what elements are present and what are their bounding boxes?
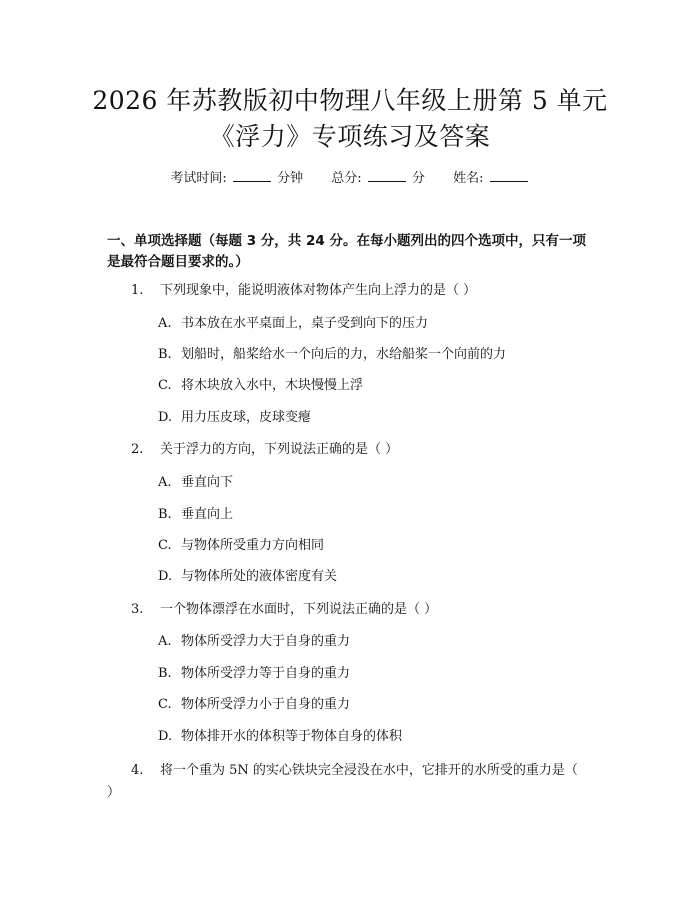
question-number: 2. — [131, 442, 144, 457]
question-text: 一个物体漂浮在水面时，下列说法正确的是（ ） — [160, 602, 438, 617]
option-letter: C. — [158, 378, 172, 393]
option-text: 物体所受浮力等于自身的重力 — [181, 666, 351, 681]
exam-time-label: 考试时间: — [170, 171, 227, 186]
question-number: 3. — [131, 602, 144, 617]
question-3-option-c — [158, 695, 350, 715]
total-score-unit: 分 — [411, 171, 425, 186]
question-1-option-c — [158, 376, 363, 396]
option-letter: C. — [158, 538, 172, 553]
student-name-blank — [490, 168, 528, 182]
option-letter: A. — [158, 475, 172, 490]
question-text: 下列现象中，能说明液体对物体产生向上浮力的是（ ） — [160, 283, 477, 298]
option-text: 与物体所受重力方向相同 — [181, 538, 325, 553]
question-number: 1. — [131, 283, 144, 298]
option-text: 将木块放入水中，木块慢慢上浮 — [181, 378, 364, 393]
option-letter: D. — [158, 569, 173, 584]
option-text: 划船时，船桨给水一个向后的力，水给船桨一个向前的力 — [181, 347, 507, 362]
option-text: 用力压皮球，皮球变瘪 — [181, 410, 312, 425]
option-text: 垂直向上 — [181, 507, 234, 522]
option-text: 书本放在水平桌面上，桌子受到向下的压力 — [181, 316, 429, 331]
option-text: 物体所受浮力小于自身的重力 — [181, 697, 351, 712]
option-letter: B. — [158, 347, 172, 362]
question-1 — [131, 281, 476, 301]
option-letter: C. — [158, 697, 172, 712]
question-2-option-a — [158, 473, 233, 493]
option-text: 物体所受浮力大于自身的重力 — [181, 634, 351, 649]
exam-meta-line — [0, 168, 700, 189]
total-score-blank — [368, 168, 406, 182]
question-3-option-d — [158, 727, 402, 747]
question-3 — [131, 600, 437, 620]
question-number: 4. — [131, 763, 144, 778]
option-text: 物体排开水的体积等于物体自身的体积 — [181, 729, 403, 744]
student-name-label: 姓名: — [453, 171, 484, 186]
document-title-line2: 《浮力》专项练习及答案 — [209, 122, 491, 151]
question-2-option-c — [158, 536, 324, 556]
question-3-option-a — [158, 632, 350, 652]
question-3-option-b — [158, 664, 350, 684]
option-text: 与物体所处的液体密度有关 — [181, 569, 338, 584]
option-letter: D. — [158, 410, 173, 425]
option-letter: D. — [158, 729, 173, 744]
option-letter: A. — [158, 316, 172, 331]
exam-time-blank — [233, 168, 271, 182]
question-2-option-d — [158, 567, 337, 587]
question-1-option-b — [158, 345, 506, 365]
option-text: 垂直向下 — [181, 475, 234, 490]
exam-time-unit: 分钟 — [277, 171, 304, 186]
question-4 — [107, 760, 587, 804]
total-score-label: 总分: — [331, 171, 362, 186]
option-letter: B. — [158, 666, 172, 681]
section-heading-single-choice: 一、单项选择题（每题 3 分，共 24 分。在每小题列出的四个选项中，只有一项是最符合题目要求的。） — [107, 233, 586, 270]
question-1-option-a — [158, 314, 428, 334]
option-letter: B. — [158, 507, 172, 522]
question-text: 关于浮力的方向，下列说法正确的是（ ） — [160, 442, 399, 457]
question-2-option-b — [158, 505, 233, 525]
total-score-field — [331, 171, 429, 186]
document-title-line1: 2026 年苏教版初中物理八年级上册第 5 单元 — [92, 86, 608, 115]
student-name-field — [453, 171, 530, 186]
question-2 — [131, 440, 398, 460]
exam-time-field — [170, 171, 307, 186]
question-text: 将一个重为 5N 的实心铁块完全浸没在水中，它排开的水所受的重力是（ ） — [107, 763, 578, 800]
question-1-option-d — [158, 408, 311, 428]
option-letter: A. — [158, 634, 172, 649]
